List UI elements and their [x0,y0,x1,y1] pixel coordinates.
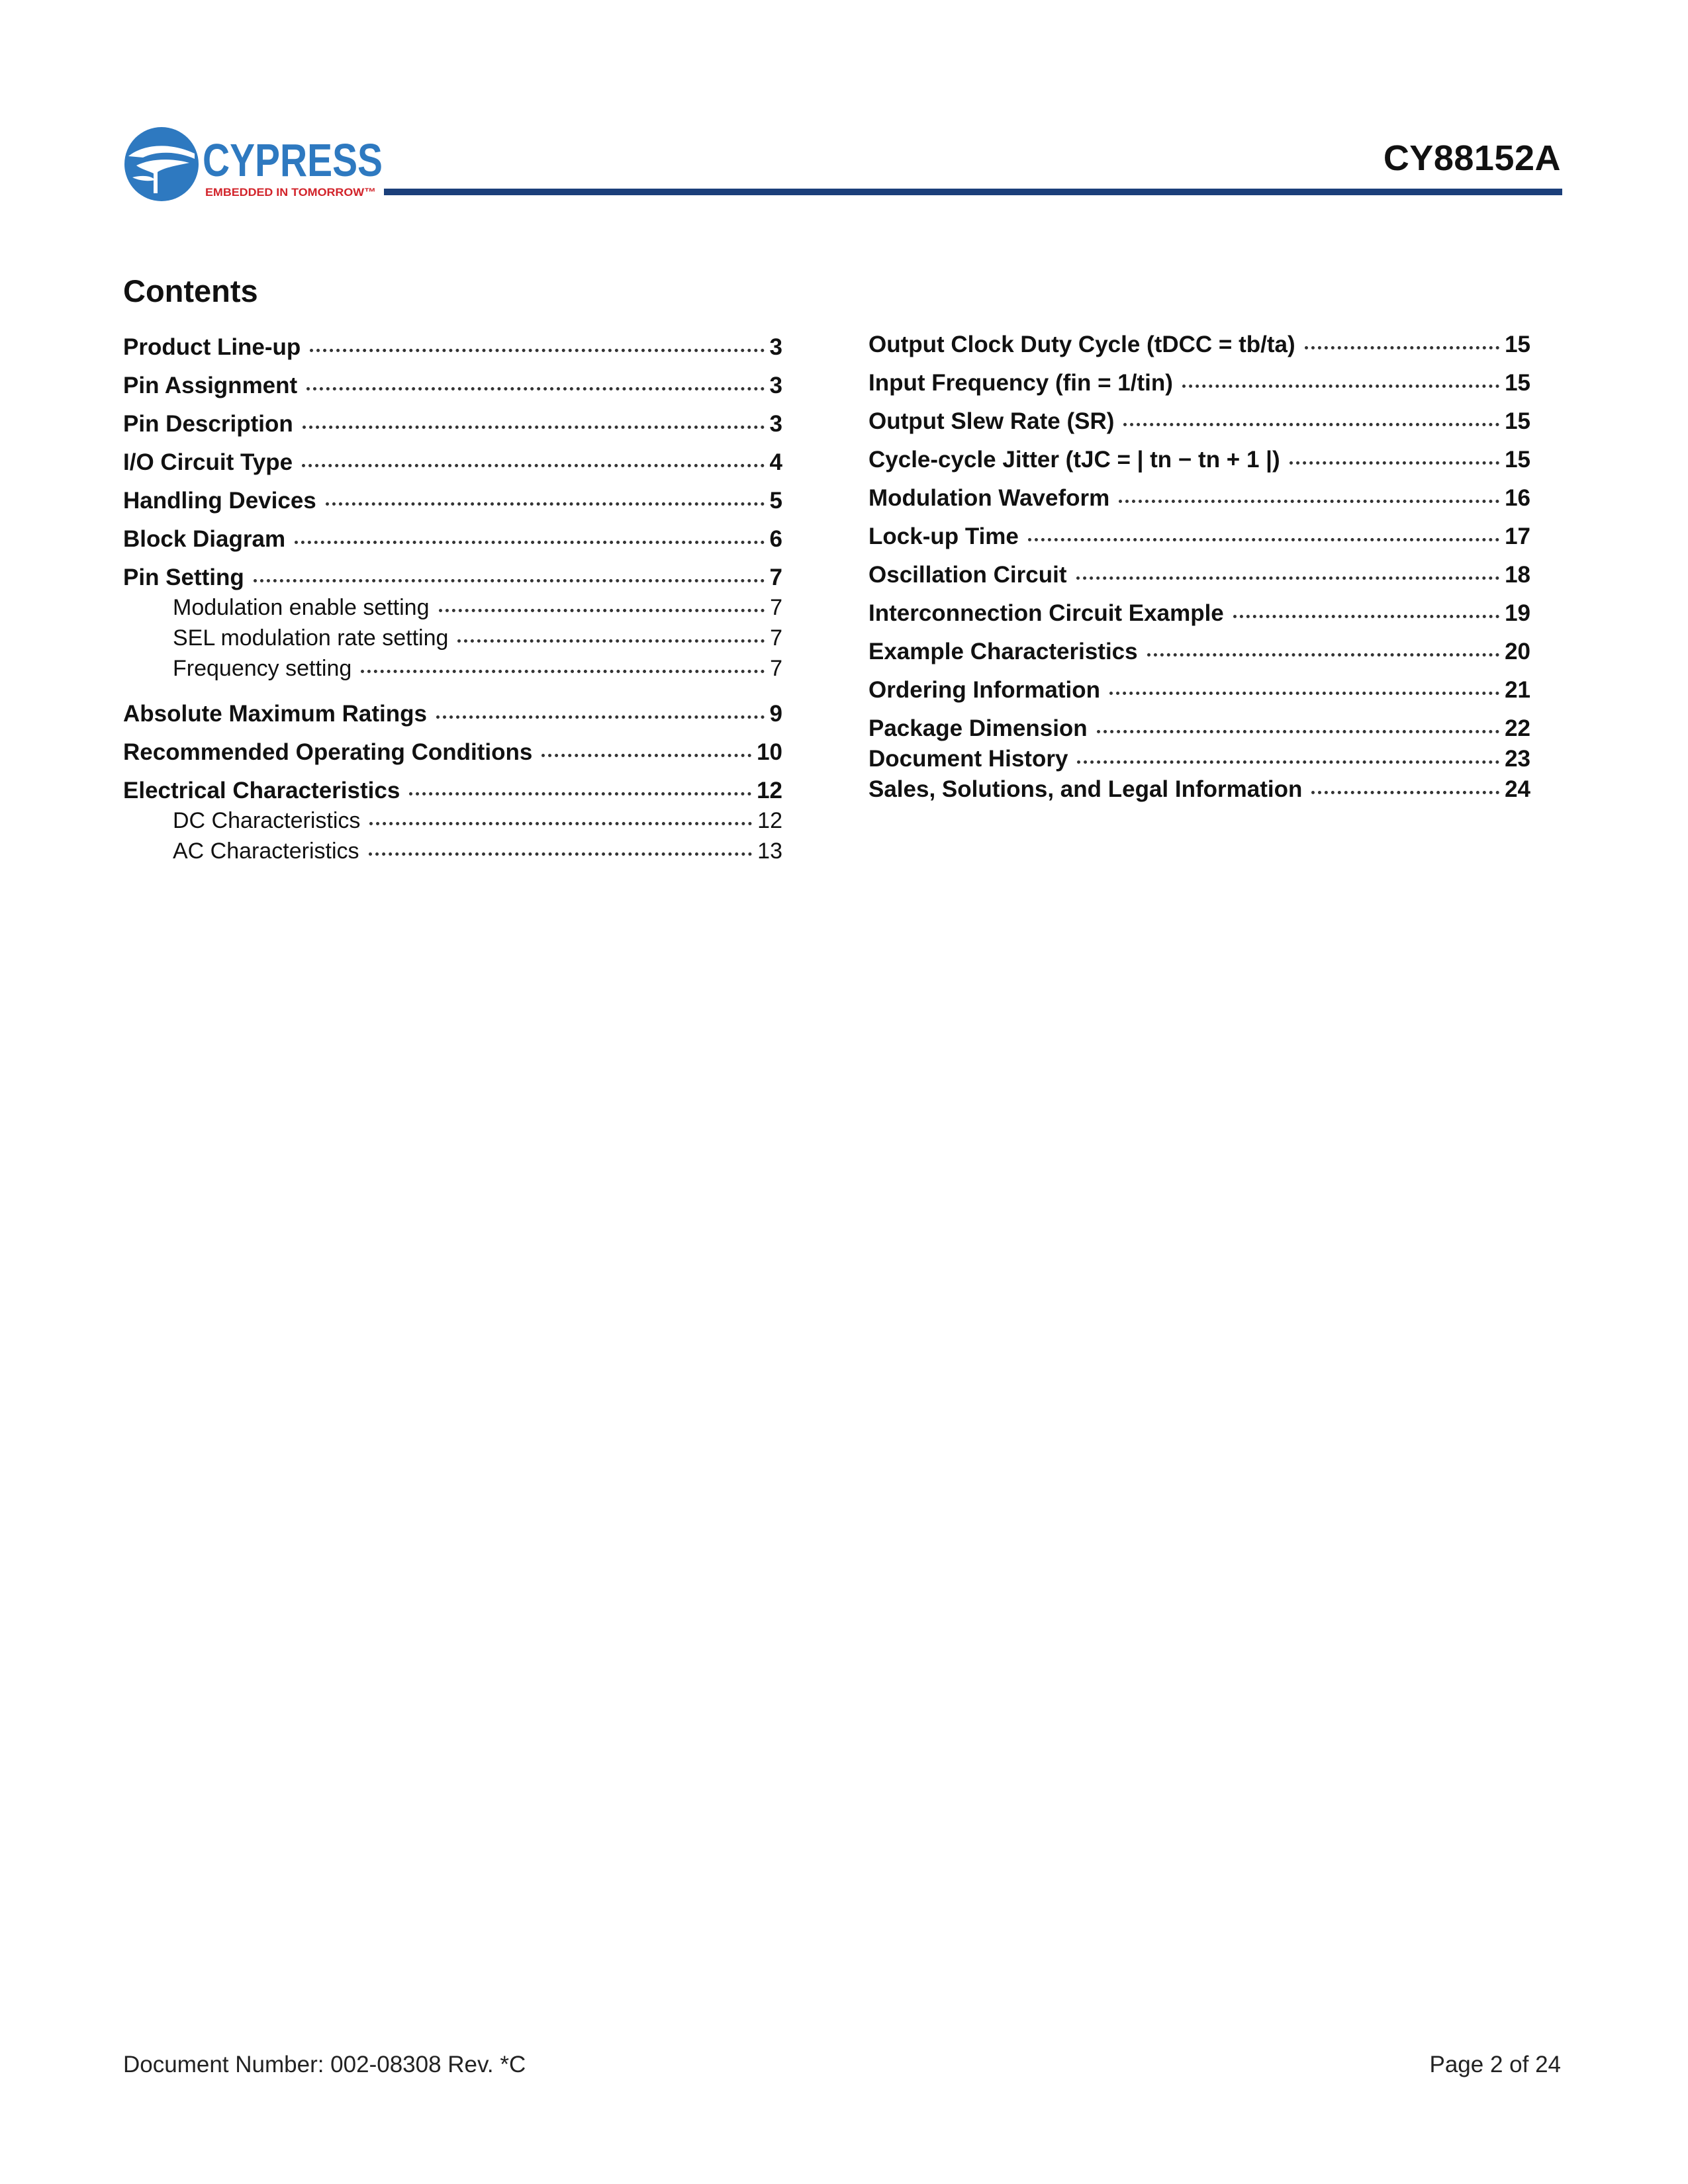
dot-leader [1233,615,1499,618]
dot-leader [310,349,764,352]
cypress-tagline: EMBEDDED IN TOMORROW™ [205,186,376,199]
dot-leader [254,579,765,582]
toc-entry[interactable]: Modulation Waveform 16 [868,485,1530,511]
toc-entry[interactable]: Example Characteristics 20 [868,639,1530,664]
header-rule [384,189,1562,195]
toc-subentry[interactable]: SEL modulation rate setting 7 [173,625,782,651]
toc-entry[interactable]: Input Frequency (fin = 1/tin) 15 [868,370,1530,396]
dot-leader [1289,461,1499,465]
cypress-wordmark: CYPRESS [203,134,383,186]
toc-entry[interactable]: Package Dimension 22 [868,715,1530,741]
dot-leader [369,852,753,856]
dot-leader [1123,423,1499,426]
cypress-tree-emblem [124,127,199,201]
page-number: Page 2 of 24 [1429,2052,1561,2077]
dot-leader [439,609,765,612]
dot-leader [1182,385,1499,388]
document-number: Document Number: 002-08308 Rev. *C [123,2052,526,2077]
dot-leader [1311,791,1499,794]
toc-entry[interactable]: Lock-up Time 17 [868,523,1530,549]
dot-leader [1028,538,1499,541]
toc-entry[interactable]: Pin Assignment 3 [123,373,782,398]
toc-subentry[interactable]: Frequency setting 7 [173,656,782,681]
dot-leader [295,541,764,544]
toc-entry[interactable]: Ordering Information 21 [868,677,1530,703]
toc-subentry[interactable]: Modulation enable setting 7 [173,595,782,620]
toc-entry[interactable]: Output Slew Rate (SR) 15 [868,408,1530,434]
toc-entry[interactable]: Recommended Operating Conditions 10 [123,739,782,765]
toc-entry[interactable]: Document History 23 [868,746,1530,772]
dot-leader [1305,346,1499,349]
toc-entry[interactable]: Pin Description 3 [123,411,782,437]
dot-leader [1097,730,1499,733]
toc-entry[interactable]: Output Clock Duty Cycle (tDCC = tb/ta) 15 [868,332,1530,357]
dot-leader [1119,500,1499,503]
toc-entry[interactable]: Product Line-up 3 [123,334,782,360]
toc-entry[interactable]: Absolute Maximum Ratings 9 [123,701,782,727]
toc-subentry[interactable]: AC Characteristics 13 [173,839,782,864]
dot-leader [436,715,765,719]
dot-leader [361,670,765,673]
dot-leader [369,822,752,825]
toc-entry[interactable]: Interconnection Circuit Example 19 [868,600,1530,626]
part-number: CY88152A [1383,138,1561,178]
dot-leader [409,792,751,796]
toc-entry[interactable]: Sales, Solutions, and Legal Information 24 [868,776,1530,802]
dot-leader [306,387,764,390]
toc-entry[interactable]: Electrical Characteristics 12 [123,778,782,803]
dot-leader [541,754,751,757]
dot-leader [1076,576,1500,580]
dot-leader [1109,692,1499,695]
dot-leader [457,639,765,643]
toc-subentry[interactable]: DC Characteristics 12 [173,808,782,833]
toc-entry[interactable]: Block Diagram 6 [123,526,782,552]
toc-entry[interactable]: Oscillation Circuit 18 [868,562,1530,588]
toc-entry[interactable]: Pin Setting 7 [123,565,782,590]
dot-leader [1147,653,1499,657]
dot-leader [302,464,764,467]
toc-entry[interactable]: Cycle-cycle Jitter (tJC = | tn − tn + 1 |) 15 [868,447,1530,473]
toc-entry[interactable]: Handling Devices 5 [123,488,782,514]
dot-leader [303,426,765,429]
cypress-logo [123,124,388,207]
dot-leader [326,502,765,506]
dot-leader [1077,760,1499,764]
contents-heading: Contents [123,273,258,308]
toc-entry[interactable]: I/O Circuit Type 4 [123,449,782,475]
